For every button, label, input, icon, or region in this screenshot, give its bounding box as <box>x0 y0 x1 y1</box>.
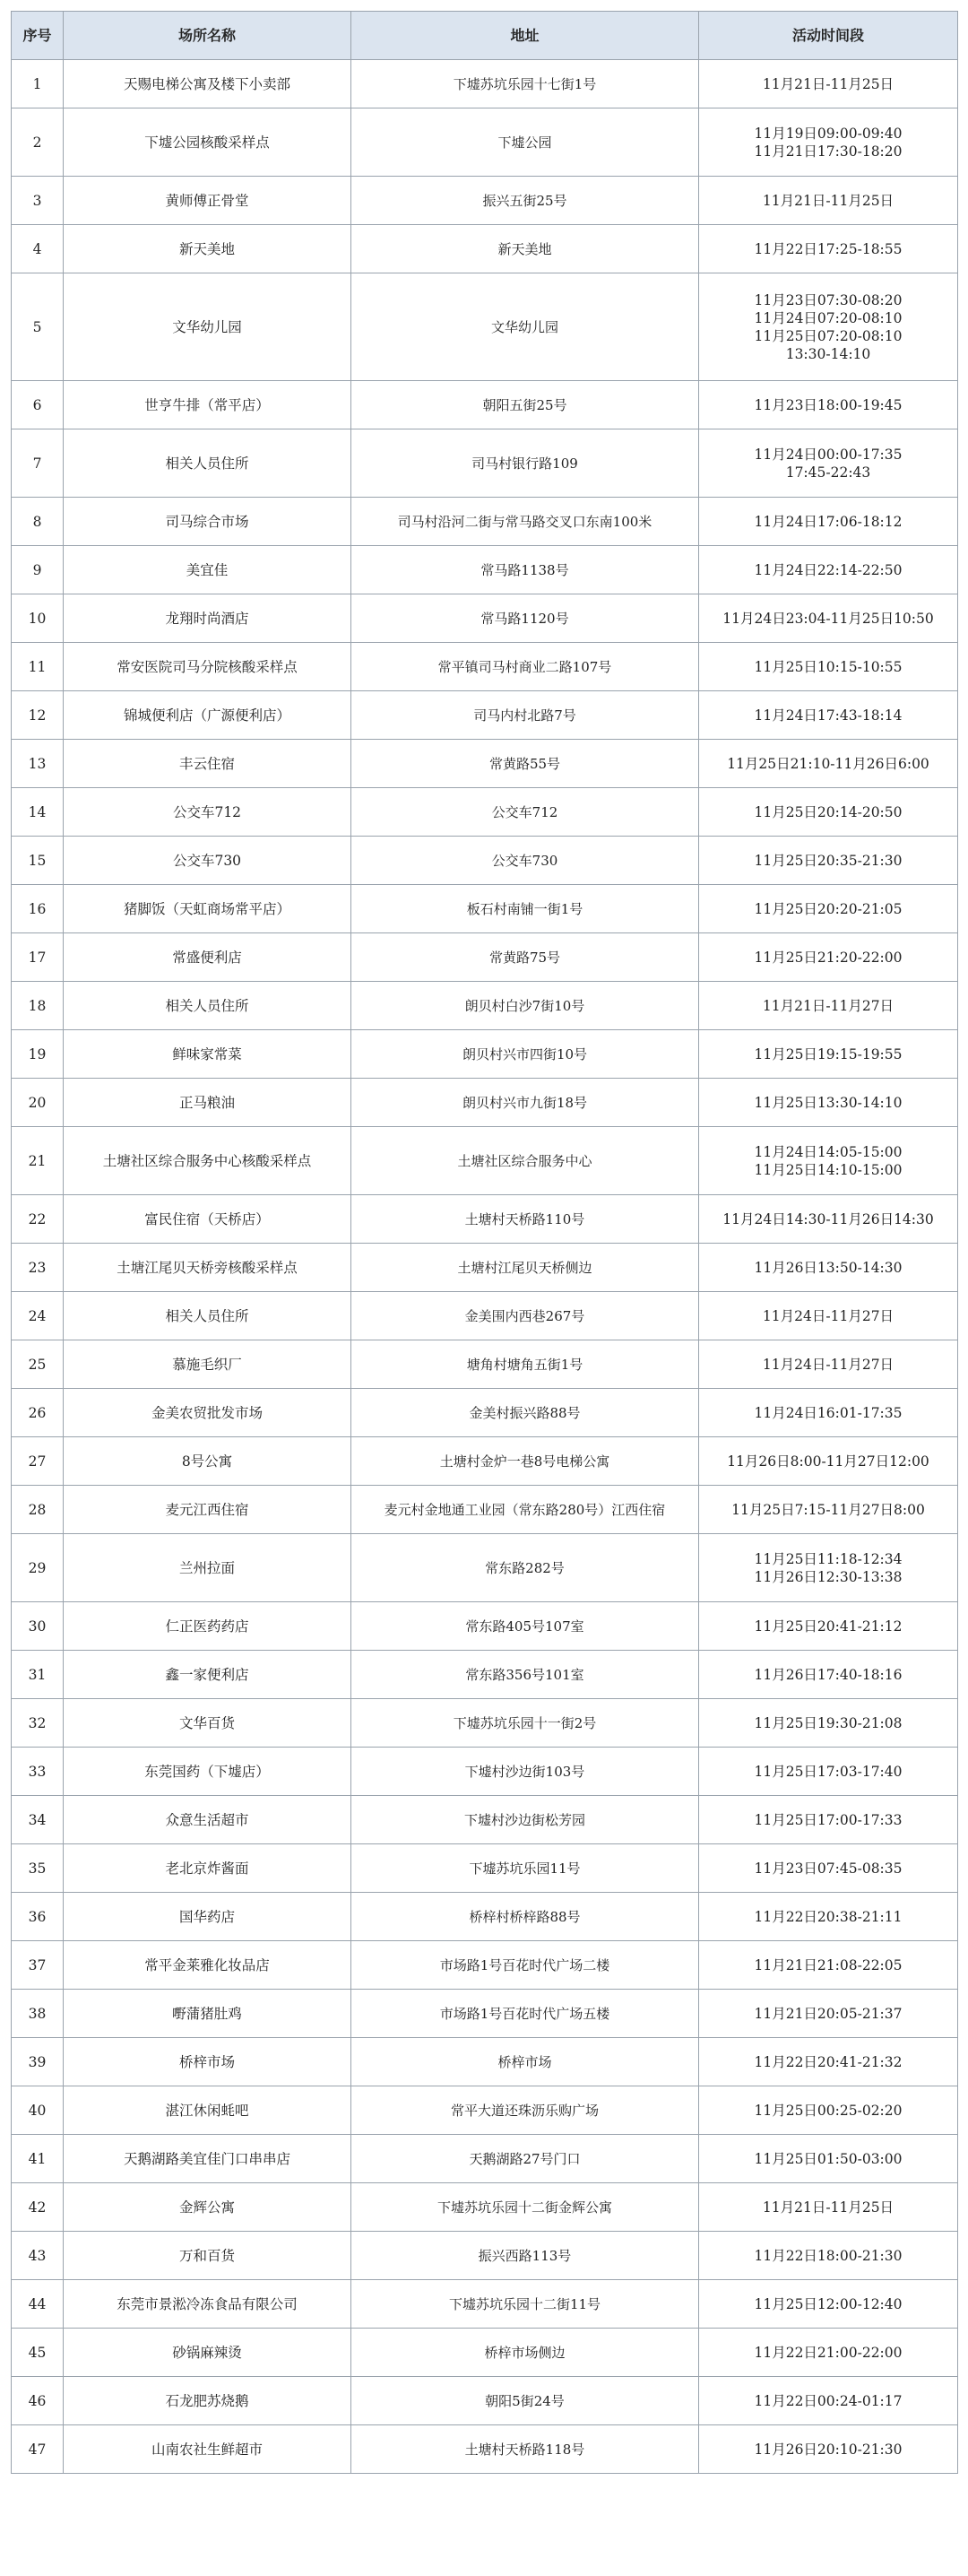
table-row <box>12 1699 958 1748</box>
cell-no: 33 <box>12 1748 64 1796</box>
cell-address: 常东路405号107室 <box>351 1602 699 1651</box>
cell-address: 桥梓村桥梓路88号 <box>351 1893 699 1941</box>
table-row <box>12 1651 958 1699</box>
cell-address: 常东路282号 <box>351 1534 699 1602</box>
cell-no: 15 <box>12 837 64 885</box>
cell-address: 常马路1120号 <box>351 594 699 643</box>
cell-no: 13 <box>12 740 64 788</box>
table-row <box>12 2038 958 2086</box>
time-line: 11月25日00:25-02:20 <box>754 2102 903 2119</box>
cell-time-period <box>699 225 958 273</box>
cell-venue-name: 猪脚饭（天虹商场常平店） <box>64 885 351 933</box>
cell-no: 10 <box>12 594 64 643</box>
cell-address: 下墟苏坑乐园十二街金辉公寓 <box>351 2183 699 2232</box>
cell-venue-name: 世亨牛排（常平店） <box>64 381 351 429</box>
cell-address: 土塘村江尾贝天桥侧边 <box>351 1244 699 1292</box>
cell-time-period <box>699 1437 958 1486</box>
cell-venue-name: 相关人员住所 <box>64 429 351 498</box>
cell-venue-name: 黄师傅正骨堂 <box>64 177 351 225</box>
table-row <box>12 1127 958 1195</box>
cell-time-period <box>699 982 958 1030</box>
cell-no: 23 <box>12 1244 64 1292</box>
cell-address: 朗贝村白沙7街10号 <box>351 982 699 1030</box>
cell-no: 43 <box>12 2232 64 2280</box>
cell-address: 公交车712 <box>351 788 699 837</box>
time-line: 11月24日07:20-08:10 <box>754 309 903 326</box>
cell-address: 下墟苏坑乐园11号 <box>351 1844 699 1893</box>
table-row <box>12 1796 958 1844</box>
cell-no: 40 <box>12 2086 64 2135</box>
cell-no: 44 <box>12 2280 64 2329</box>
cell-venue-name: 常安医院司马分院核酸采样点 <box>64 643 351 691</box>
cell-venue-name: 龙翔时尚酒店 <box>64 594 351 643</box>
cell-address: 土塘村天桥路110号 <box>351 1195 699 1244</box>
time-line: 11月25日17:00-17:33 <box>754 1811 903 1828</box>
table-row <box>12 225 958 273</box>
cell-no: 3 <box>12 177 64 225</box>
time-line: 11月25日20:35-21:30 <box>754 852 903 869</box>
cell-address: 常黄路75号 <box>351 933 699 982</box>
time-line: 11月22日18:00-21:30 <box>754 2247 903 2264</box>
table-row <box>12 1602 958 1651</box>
cell-time-period <box>699 1651 958 1699</box>
cell-venue-name: 新天美地 <box>64 225 351 273</box>
time-line: 11月23日18:00-19:45 <box>754 396 903 413</box>
table-row <box>12 1030 958 1079</box>
time-line: 11月24日23:04-11月25日10:50 <box>722 610 934 627</box>
cell-time-period <box>699 429 958 498</box>
table-row <box>12 1079 958 1127</box>
cell-no: 47 <box>12 2425 64 2474</box>
table-row <box>12 1844 958 1893</box>
time-line: 11月22日20:41-21:32 <box>754 2053 903 2070</box>
cell-time-period <box>699 2135 958 2183</box>
table-row <box>12 273 958 381</box>
cell-no: 17 <box>12 933 64 982</box>
cell-venue-name: 天鹅湖路美宜佳门口串串店 <box>64 2135 351 2183</box>
cell-no: 24 <box>12 1292 64 1340</box>
cell-address: 文华幼儿园 <box>351 273 699 381</box>
cell-venue-name: 常平金莱雅化妆品店 <box>64 1941 351 1990</box>
table-row <box>12 60 958 108</box>
cell-address: 常平大道还珠沥乐购广场 <box>351 2086 699 2135</box>
table-row <box>12 643 958 691</box>
cell-address: 下墟苏坑乐园十一街2号 <box>351 1699 699 1748</box>
cell-venue-name: 文华幼儿园 <box>64 273 351 381</box>
header-address: 地址 <box>351 12 699 60</box>
cell-time-period <box>699 1127 958 1195</box>
table-row <box>12 691 958 740</box>
table-row <box>12 1244 958 1292</box>
time-line: 11月25日19:15-19:55 <box>754 1045 903 1062</box>
cell-time-period <box>699 2377 958 2425</box>
cell-no: 35 <box>12 1844 64 1893</box>
table-row <box>12 429 958 498</box>
table-row <box>12 1941 958 1990</box>
time-line: 11月21日21:08-22:05 <box>754 1956 903 1973</box>
table-row <box>12 2183 958 2232</box>
cell-time-period <box>699 643 958 691</box>
cell-address: 塘角村塘角五街1号 <box>351 1340 699 1389</box>
cell-time-period <box>699 1486 958 1534</box>
cell-venue-name: 正马粮油 <box>64 1079 351 1127</box>
time-line: 11月22日00:24-01:17 <box>754 2392 903 2409</box>
cell-time-period <box>699 60 958 108</box>
cell-venue-name: 湛江休闲蚝吧 <box>64 2086 351 2135</box>
table-row <box>12 933 958 982</box>
cell-venue-name: 公交车712 <box>64 788 351 837</box>
time-line: 11月21日20:05-21:37 <box>754 2005 903 2022</box>
cell-venue-name: 常盛便利店 <box>64 933 351 982</box>
cell-time-period <box>699 177 958 225</box>
cell-time-period <box>699 108 958 177</box>
cell-time-period <box>699 1699 958 1748</box>
cell-time-period <box>699 594 958 643</box>
time-line: 11月25日21:10-11月26日6:00 <box>727 755 929 772</box>
cell-no: 36 <box>12 1893 64 1941</box>
cell-time-period <box>699 2280 958 2329</box>
cell-venue-name: 国华药店 <box>64 1893 351 1941</box>
table-row <box>12 837 958 885</box>
time-line: 11月24日16:01-17:35 <box>754 1404 903 1421</box>
cell-time-period <box>699 788 958 837</box>
cell-no: 46 <box>12 2377 64 2425</box>
cell-no: 6 <box>12 381 64 429</box>
cell-venue-name: 东莞市景淞冷冻食品有限公司 <box>64 2280 351 2329</box>
cell-venue-name: 东莞国药（下墟店） <box>64 1748 351 1796</box>
cell-address: 司马村沿河二街与常马路交叉口东南100米 <box>351 498 699 546</box>
cell-address: 土塘村金炉一巷8号电梯公寓 <box>351 1437 699 1486</box>
cell-no: 20 <box>12 1079 64 1127</box>
time-line: 11月25日14:10-15:00 <box>754 1161 903 1178</box>
cell-time-period <box>699 2086 958 2135</box>
cell-venue-name: 慕施毛织厂 <box>64 1340 351 1389</box>
time-line: 11月26日13:50-14:30 <box>754 1259 903 1276</box>
cell-address: 下墟村沙边街103号 <box>351 1748 699 1796</box>
cell-time-period <box>699 1893 958 1941</box>
cell-venue-name: 8号公寓 <box>64 1437 351 1486</box>
cell-time-period <box>699 381 958 429</box>
table-row <box>12 788 958 837</box>
time-line: 11月24日14:30-11月26日14:30 <box>722 1210 934 1227</box>
cell-no: 18 <box>12 982 64 1030</box>
cell-venue-name: 老北京炸酱面 <box>64 1844 351 1893</box>
cell-no: 45 <box>12 2329 64 2377</box>
cell-venue-name: 兰州拉面 <box>64 1534 351 1602</box>
cell-time-period <box>699 1292 958 1340</box>
cell-venue-name: 鑫一家便利店 <box>64 1651 351 1699</box>
time-line: 11月25日01:50-03:00 <box>754 2150 903 2167</box>
time-line: 17:45-22:43 <box>785 464 871 481</box>
cell-no: 5 <box>12 273 64 381</box>
cell-time-period <box>699 837 958 885</box>
cell-time-period <box>699 1796 958 1844</box>
cell-time-period <box>699 1990 958 2038</box>
cell-no: 25 <box>12 1340 64 1389</box>
table-row <box>12 108 958 177</box>
cell-venue-name: 嘢蒲猪肚鸡 <box>64 1990 351 2038</box>
cell-no: 14 <box>12 788 64 837</box>
table-body <box>12 60 958 2474</box>
cell-time-period <box>699 885 958 933</box>
cell-address: 天鹅湖路27号门口 <box>351 2135 699 2183</box>
time-line: 11月25日07:20-08:10 <box>754 327 903 344</box>
cell-no: 7 <box>12 429 64 498</box>
header-no: 序号 <box>12 12 64 60</box>
time-line: 11月22日21:00-22:00 <box>754 2344 903 2361</box>
cell-venue-name: 公交车730 <box>64 837 351 885</box>
cell-no: 9 <box>12 546 64 594</box>
cell-address: 市场路1号百花时代广场五楼 <box>351 1990 699 2038</box>
venue-table <box>11 11 958 2474</box>
cell-time-period <box>699 740 958 788</box>
time-line: 11月24日22:14-22:50 <box>754 561 903 578</box>
table-row <box>12 2329 958 2377</box>
time-line: 11月24日-11月27日 <box>762 1356 895 1373</box>
cell-address: 司马内村北路7号 <box>351 691 699 740</box>
cell-address: 常东路356号101室 <box>351 1651 699 1699</box>
time-line: 11月25日10:15-10:55 <box>754 658 903 675</box>
cell-address: 振兴西路113号 <box>351 2232 699 2280</box>
cell-no: 28 <box>12 1486 64 1534</box>
cell-venue-name: 相关人员住所 <box>64 982 351 1030</box>
table-row <box>12 1195 958 1244</box>
cell-address: 下墟村沙边街松芳园 <box>351 1796 699 1844</box>
table-row <box>12 1389 958 1437</box>
cell-address: 下墟苏坑乐园十七街1号 <box>351 60 699 108</box>
cell-address: 金美围内西巷267号 <box>351 1292 699 1340</box>
cell-venue-name: 丰云住宿 <box>64 740 351 788</box>
cell-address: 振兴五街25号 <box>351 177 699 225</box>
time-line: 11月21日-11月27日 <box>762 997 895 1014</box>
cell-time-period <box>699 2183 958 2232</box>
cell-no: 31 <box>12 1651 64 1699</box>
header-venue-name: 场所名称 <box>64 12 351 60</box>
time-line: 11月19日09:00-09:40 <box>754 125 903 142</box>
cell-address: 土塘社区综合服务中心 <box>351 1127 699 1195</box>
cell-time-period <box>699 1389 958 1437</box>
cell-no: 11 <box>12 643 64 691</box>
cell-time-period <box>699 1244 958 1292</box>
table-row <box>12 381 958 429</box>
time-line: 11月26日12:30-13:38 <box>754 1568 903 1585</box>
time-line: 11月26日8:00-11月27日12:00 <box>727 1453 929 1470</box>
cell-no: 27 <box>12 1437 64 1486</box>
time-line: 11月26日20:10-21:30 <box>754 2441 903 2458</box>
cell-venue-name: 司马综合市场 <box>64 498 351 546</box>
cell-no: 34 <box>12 1796 64 1844</box>
cell-venue-name: 天赐电梯公寓及楼下小卖部 <box>64 60 351 108</box>
time-line: 11月24日-11月27日 <box>762 1307 895 1324</box>
cell-time-period <box>699 2425 958 2474</box>
table-row <box>12 177 958 225</box>
time-line: 11月24日17:06-18:12 <box>754 513 903 530</box>
table-row <box>12 740 958 788</box>
time-line: 11月25日7:15-11月27日8:00 <box>731 1501 925 1518</box>
cell-time-period <box>699 1340 958 1389</box>
table-row <box>12 885 958 933</box>
time-line: 11月21日17:30-18:20 <box>754 143 903 160</box>
cell-venue-name: 麦元江西住宿 <box>64 1486 351 1534</box>
cell-venue-name: 美宜佳 <box>64 546 351 594</box>
time-line: 11月24日17:43-18:14 <box>754 707 903 724</box>
cell-time-period <box>699 1195 958 1244</box>
cell-no: 26 <box>12 1389 64 1437</box>
cell-venue-name: 土塘江尾贝天桥旁核酸采样点 <box>64 1244 351 1292</box>
header-time-period: 活动时间段 <box>699 12 958 60</box>
time-line: 11月25日19:30-21:08 <box>754 1714 903 1731</box>
cell-address: 金美村振兴路88号 <box>351 1389 699 1437</box>
time-line: 11月23日07:45-08:35 <box>754 1860 903 1877</box>
cell-no: 32 <box>12 1699 64 1748</box>
cell-address: 朗贝村兴市九街18号 <box>351 1079 699 1127</box>
cell-venue-name: 砂锅麻辣烫 <box>64 2329 351 2377</box>
cell-address: 朝阳五街25号 <box>351 381 699 429</box>
cell-address: 朝阳5街24号 <box>351 2377 699 2425</box>
cell-address: 新天美地 <box>351 225 699 273</box>
table-row <box>12 1292 958 1340</box>
cell-venue-name: 金辉公寓 <box>64 2183 351 2232</box>
table-row <box>12 1748 958 1796</box>
cell-time-period <box>699 1748 958 1796</box>
time-line: 11月21日-11月25日 <box>762 2199 895 2216</box>
cell-no: 39 <box>12 2038 64 2086</box>
cell-address: 麦元村金地通工业园（常东路280号）江西住宿 <box>351 1486 699 1534</box>
cell-address: 公交车730 <box>351 837 699 885</box>
time-line: 11月25日12:00-12:40 <box>754 2295 903 2312</box>
cell-no: 38 <box>12 1990 64 2038</box>
cell-venue-name: 文华百货 <box>64 1699 351 1748</box>
time-line: 11月21日-11月25日 <box>762 75 895 92</box>
cell-venue-name: 土塘社区综合服务中心核酸采样点 <box>64 1127 351 1195</box>
cell-no: 16 <box>12 885 64 933</box>
table-row <box>12 2280 958 2329</box>
table-row <box>12 982 958 1030</box>
table-row <box>12 546 958 594</box>
cell-venue-name: 万和百货 <box>64 2232 351 2280</box>
time-line: 11月25日13:30-14:10 <box>754 1094 903 1111</box>
cell-time-period <box>699 1030 958 1079</box>
cell-time-period <box>699 546 958 594</box>
cell-time-period <box>699 1844 958 1893</box>
cell-address: 朗贝村兴市四街10号 <box>351 1030 699 1079</box>
cell-no: 41 <box>12 2135 64 2183</box>
time-line: 11月21日-11月25日 <box>762 192 895 209</box>
table-row <box>12 594 958 643</box>
time-line: 11月25日20:20-21:05 <box>754 900 903 917</box>
cell-address: 下墟公园 <box>351 108 699 177</box>
time-line: 11月25日20:14-20:50 <box>754 803 903 820</box>
time-line: 11月25日20:41-21:12 <box>754 1618 903 1635</box>
time-line: 11月25日21:20-22:00 <box>754 949 903 966</box>
table-container <box>11 11 957 2474</box>
cell-no: 29 <box>12 1534 64 1602</box>
cell-address: 下墟苏坑乐园十二街11号 <box>351 2280 699 2329</box>
cell-time-period <box>699 1079 958 1127</box>
time-line: 11月25日17:03-17:40 <box>754 1763 903 1780</box>
cell-no: 22 <box>12 1195 64 1244</box>
table-row <box>12 2377 958 2425</box>
time-line: 11月26日17:40-18:16 <box>754 1666 903 1683</box>
cell-time-period <box>699 273 958 381</box>
time-line: 13:30-14:10 <box>785 345 871 362</box>
table-row <box>12 1534 958 1602</box>
table-row <box>12 2425 958 2474</box>
cell-venue-name: 金美农贸批发市场 <box>64 1389 351 1437</box>
table-row <box>12 1893 958 1941</box>
table-row <box>12 2135 958 2183</box>
time-line: 11月22日17:25-18:55 <box>754 240 903 257</box>
cell-venue-name: 仁正医药药店 <box>64 1602 351 1651</box>
table-row <box>12 1990 958 2038</box>
cell-time-period <box>699 691 958 740</box>
table-row <box>12 2086 958 2135</box>
time-line: 11月22日20:38-21:11 <box>754 1908 903 1925</box>
cell-no: 8 <box>12 498 64 546</box>
cell-address: 常黄路55号 <box>351 740 699 788</box>
table-row <box>12 498 958 546</box>
cell-no: 37 <box>12 1941 64 1990</box>
table-row <box>12 1486 958 1534</box>
cell-address: 板石村南铺一街1号 <box>351 885 699 933</box>
cell-venue-name: 相关人员住所 <box>64 1292 351 1340</box>
cell-address: 市场路1号百花时代广场二楼 <box>351 1941 699 1990</box>
cell-address: 常平镇司马村商业二路107号 <box>351 643 699 691</box>
cell-venue-name: 富民住宿（天桥店） <box>64 1195 351 1244</box>
table-row <box>12 1437 958 1486</box>
time-line: 11月25日11:18-12:34 <box>754 1550 903 1567</box>
cell-no: 21 <box>12 1127 64 1195</box>
cell-time-period <box>699 2329 958 2377</box>
cell-no: 42 <box>12 2183 64 2232</box>
table-row <box>12 2232 958 2280</box>
cell-venue-name: 桥梓市场 <box>64 2038 351 2086</box>
cell-no: 4 <box>12 225 64 273</box>
cell-no: 30 <box>12 1602 64 1651</box>
cell-time-period <box>699 498 958 546</box>
cell-time-period <box>699 933 958 982</box>
time-line: 11月24日00:00-17:35 <box>754 446 903 463</box>
cell-no: 19 <box>12 1030 64 1079</box>
table-header-row <box>12 12 958 60</box>
cell-venue-name: 锦城便利店（广源便利店） <box>64 691 351 740</box>
cell-time-period <box>699 1602 958 1651</box>
cell-venue-name: 下墟公园核酸采样点 <box>64 108 351 177</box>
cell-time-period <box>699 1941 958 1990</box>
cell-no: 2 <box>12 108 64 177</box>
cell-no: 12 <box>12 691 64 740</box>
cell-address: 桥梓市场侧边 <box>351 2329 699 2377</box>
cell-address: 桥梓市场 <box>351 2038 699 2086</box>
cell-address: 常马路1138号 <box>351 546 699 594</box>
cell-no: 1 <box>12 60 64 108</box>
cell-venue-name: 石龙肥苏烧鹅 <box>64 2377 351 2425</box>
cell-address: 司马村银行路109 <box>351 429 699 498</box>
cell-venue-name: 鲜味家常菜 <box>64 1030 351 1079</box>
cell-venue-name: 山南农社生鲜超市 <box>64 2425 351 2474</box>
cell-time-period <box>699 2232 958 2280</box>
cell-time-period <box>699 1534 958 1602</box>
cell-time-period <box>699 2038 958 2086</box>
time-line: 11月23日07:30-08:20 <box>754 291 903 308</box>
cell-address: 土塘村天桥路118号 <box>351 2425 699 2474</box>
cell-venue-name: 众意生活超市 <box>64 1796 351 1844</box>
table-row <box>12 1340 958 1389</box>
time-line: 11月24日14:05-15:00 <box>754 1143 903 1160</box>
